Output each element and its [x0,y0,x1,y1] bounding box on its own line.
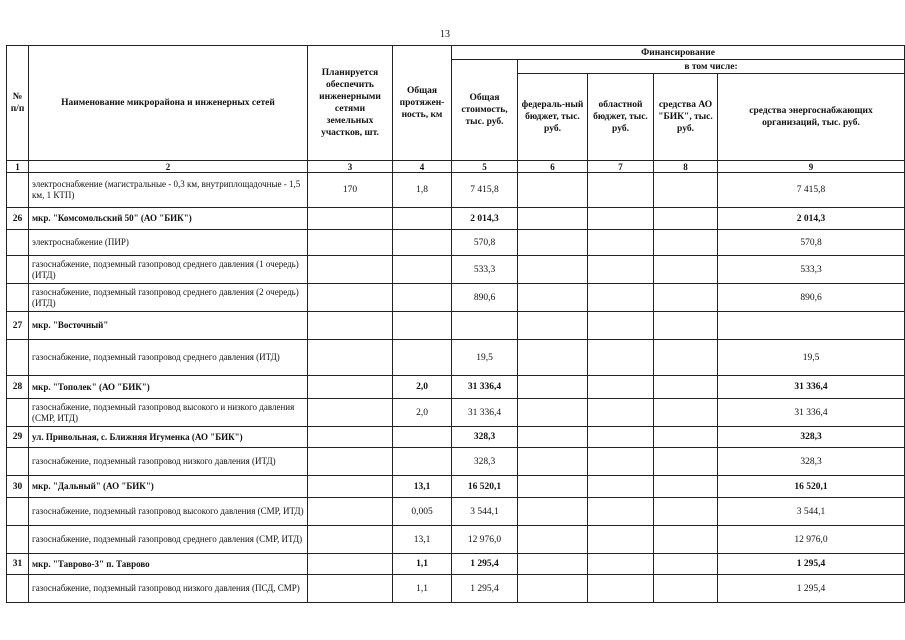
row-number [7,230,29,256]
column-numbers-row [7,161,905,173]
row-name: газоснабжение, подземный газопровод среднего давления (ИТД) [29,340,308,376]
row-name: ул. Привольная, с. Ближняя Игуменка (АО "БИК") [29,427,308,448]
row-federal [518,208,588,230]
row-length [393,312,452,340]
row-federal [518,526,588,554]
row-federal [518,230,588,256]
row-federal [518,376,588,399]
row-name: мкр. "Тополек" (АО "БИК") [29,376,308,399]
row-length: 13,1 [393,476,452,498]
row-federal [518,575,588,603]
row-bik [654,427,718,448]
row-number: 31 [7,554,29,575]
row-energy: 570,8 [718,230,905,256]
table-row [7,256,905,284]
table-row [7,554,905,575]
row-plots [308,399,393,427]
row-energy: 16 520,1 [718,476,905,498]
row-energy: 328,3 [718,427,905,448]
row-regional [588,284,654,312]
header-regional: областной бюджет, тыс. руб. [588,74,654,161]
row-number [7,498,29,526]
row-cost: 570,8 [452,230,518,256]
col-num: 7 [588,161,654,173]
row-plots: 170 [308,173,393,208]
row-number [7,284,29,312]
row-plots [308,340,393,376]
row-length: 2,0 [393,399,452,427]
row-bik [654,312,718,340]
row-federal [518,256,588,284]
table-row [7,230,905,256]
row-number [7,575,29,603]
row-energy: 1 295,4 [718,554,905,575]
row-federal [518,476,588,498]
table-row [7,476,905,498]
row-number: 28 [7,376,29,399]
row-regional [588,376,654,399]
col-num: 9 [718,161,905,173]
row-number [7,399,29,427]
table-row [7,427,905,448]
row-bik [654,284,718,312]
row-federal [518,498,588,526]
row-length: 1,1 [393,575,452,603]
col-num: 6 [518,161,588,173]
row-cost [452,312,518,340]
table-row [7,575,905,603]
row-plots [308,476,393,498]
row-name: мкр. "Комсомольский 50" (АО "БИК") [29,208,308,230]
row-bik [654,376,718,399]
header-length: Общая протяжен-ность, км [393,46,452,161]
header-plots: Планируется обеспечить инженерными сетями земельных участков, шт. [308,46,393,161]
row-number [7,526,29,554]
financing-table [6,45,905,603]
col-num: 5 [452,161,518,173]
row-length [393,208,452,230]
row-name: электроснабжение (магистральные - 0,3 км, внутриплощадочные - 1,5 км, 1 КТП) [29,173,308,208]
row-number [7,173,29,208]
table-row [7,340,905,376]
table-body [7,173,905,603]
table-row [7,284,905,312]
row-energy: 533,3 [718,256,905,284]
row-cost: 1 295,4 [452,554,518,575]
row-bik [654,256,718,284]
row-name: мкр. "Таврово-3" п. Таврово [29,554,308,575]
row-name: мкр. "Восточный" [29,312,308,340]
row-length [393,340,452,376]
row-cost: 1 295,4 [452,575,518,603]
row-federal [518,312,588,340]
header-energy: средства энергоснабжающих организаций, тыс. руб. [718,74,905,161]
row-bik [654,173,718,208]
row-cost: 328,3 [452,427,518,448]
row-regional [588,312,654,340]
row-bik [654,230,718,256]
header-federal: федераль-ный бюджет, тыс. руб. [518,74,588,161]
row-number: 26 [7,208,29,230]
row-bik [654,526,718,554]
row-regional [588,448,654,476]
row-energy: 2 014,3 [718,208,905,230]
page-number: 13 [440,29,450,40]
row-energy [718,312,905,340]
row-cost: 3 544,1 [452,498,518,526]
row-cost: 890,6 [452,284,518,312]
row-plots [308,256,393,284]
row-regional [588,208,654,230]
row-federal [518,340,588,376]
table-header [7,46,905,173]
table-row [7,498,905,526]
col-num: 4 [393,161,452,173]
table-row [7,312,905,340]
header-cost: Общая стоимость, тыс. руб. [452,60,518,161]
col-num: 8 [654,161,718,173]
row-name: электроснабжение (ПИР) [29,230,308,256]
row-regional [588,575,654,603]
row-regional [588,399,654,427]
header-name: Наименование микрорайона и инженерных сетей [29,46,308,161]
row-energy: 19,5 [718,340,905,376]
row-length: 0,005 [393,498,452,526]
row-cost: 7 415,8 [452,173,518,208]
row-plots [308,526,393,554]
row-plots [308,498,393,526]
row-regional [588,256,654,284]
table-row [7,399,905,427]
row-cost: 2 014,3 [452,208,518,230]
row-bik [654,554,718,575]
col-num: 3 [308,161,393,173]
row-federal [518,399,588,427]
row-energy: 31 336,4 [718,376,905,399]
row-federal [518,284,588,312]
row-federal [518,554,588,575]
row-bik [654,476,718,498]
row-length [393,230,452,256]
row-cost: 533,3 [452,256,518,284]
row-name: газоснабжение, подземный газопровод среднего давления (СМР, ИТД) [29,526,308,554]
row-bik [654,575,718,603]
row-length: 1,1 [393,554,452,575]
row-bik [654,208,718,230]
row-bik [654,498,718,526]
row-length [393,448,452,476]
row-length [393,256,452,284]
row-federal [518,173,588,208]
row-plots [308,427,393,448]
row-energy: 12 976,0 [718,526,905,554]
row-length [393,284,452,312]
row-name: мкр. "Дальный" (АО "БИК") [29,476,308,498]
row-name: газоснабжение, подземный газопровод среднего давления (2 очередь) (ИТД) [29,284,308,312]
col-num: 2 [29,161,308,173]
row-cost: 16 520,1 [452,476,518,498]
row-energy: 7 415,8 [718,173,905,208]
row-number [7,340,29,376]
row-cost: 328,3 [452,448,518,476]
row-regional [588,476,654,498]
table-row [7,376,905,399]
row-plots [308,376,393,399]
row-plots [308,230,393,256]
row-regional [588,340,654,376]
table-row [7,173,905,208]
row-number: 27 [7,312,29,340]
row-energy: 328,3 [718,448,905,476]
row-length [393,427,452,448]
col-num: 1 [7,161,29,173]
row-plots [308,284,393,312]
row-regional [588,427,654,448]
row-number [7,448,29,476]
row-bik [654,399,718,427]
row-regional [588,230,654,256]
row-plots [308,575,393,603]
row-name: газоснабжение, подземный газопровод среднего давления (1 очередь) (ИТД) [29,256,308,284]
row-bik [654,340,718,376]
header-including: в том числе: [518,60,905,74]
row-plots [308,312,393,340]
row-regional [588,554,654,575]
row-length: 13,1 [393,526,452,554]
row-regional [588,173,654,208]
row-energy: 1 295,4 [718,575,905,603]
header-no: № п/п [7,46,29,161]
row-number: 29 [7,427,29,448]
header-bik: средства АО "БИК", тыс. руб. [654,74,718,161]
row-plots [308,208,393,230]
row-number: 30 [7,476,29,498]
row-plots [308,554,393,575]
row-length: 1,8 [393,173,452,208]
row-cost: 12 976,0 [452,526,518,554]
row-federal [518,427,588,448]
row-bik [654,448,718,476]
row-number [7,256,29,284]
row-regional [588,526,654,554]
row-energy: 3 544,1 [718,498,905,526]
row-regional [588,498,654,526]
row-name: газоснабжение, подземный газопровод низкого давления (ПСД, СМР) [29,575,308,603]
row-federal [518,448,588,476]
row-name: газоснабжение, подземный газопровод высокого давления (СМР, ИТД) [29,498,308,526]
row-cost: 31 336,4 [452,376,518,399]
table-row [7,208,905,230]
row-cost: 31 336,4 [452,399,518,427]
row-plots [308,448,393,476]
header-financing: Финансирование [452,46,905,60]
table-row [7,526,905,554]
table-row [7,448,905,476]
row-name: газоснабжение, подземный газопровод высокого и низкого давления (СМР, ИТД) [29,399,308,427]
row-length: 2,0 [393,376,452,399]
row-energy: 890,6 [718,284,905,312]
row-cost: 19,5 [452,340,518,376]
row-energy: 31 336,4 [718,399,905,427]
row-name: газоснабжение, подземный газопровод низкого давления (ИТД) [29,448,308,476]
